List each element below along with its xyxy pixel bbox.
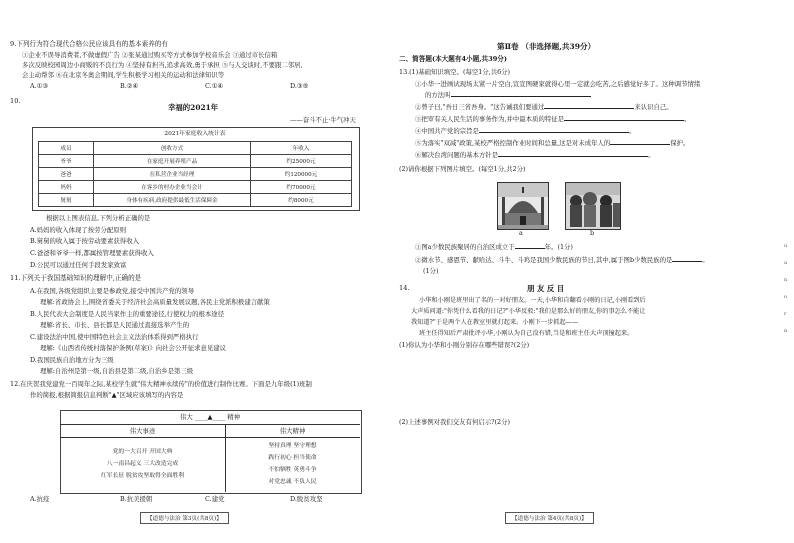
answer-blank[interactable]	[564, 120, 684, 121]
q12-option-c[interactable]: C.建党	[205, 495, 225, 503]
table-cell: 妈妈	[39, 181, 94, 194]
q13-item-4	[415, 127, 635, 136]
table-header-row	[39, 142, 352, 155]
answer-blank[interactable]	[479, 132, 629, 133]
table-header-cell: 年收入	[251, 142, 352, 155]
page-footer: 【道德与法治 第4页(共8页)】	[505, 512, 594, 524]
table-row	[39, 194, 352, 207]
margin-mark: n	[784, 328, 788, 334]
answer-blank[interactable]	[672, 261, 702, 262]
q9-option-c[interactable]: C.①④	[205, 82, 224, 90]
q12-spirit: 不怕牺牲 英勇斗争	[268, 467, 317, 473]
q13-item-text: 来认识自己。	[634, 103, 673, 111]
table-cell: 约8000元	[251, 194, 352, 207]
q13-fill-2	[415, 256, 709, 265]
q10-title: 幸福的2021年	[168, 103, 219, 112]
q13-item-2	[415, 103, 673, 112]
answer-blank[interactable]	[610, 144, 670, 145]
table-cell: 爷爷	[39, 155, 94, 168]
q14-story-line: 班主任得知后严肃批评小华,小刚认为自己没有错,当是和班主任大声顶撞起来。	[419, 330, 634, 337]
q11-reason: 理解:省政协会上,围绕省委关于经济社会高质量发展议题,各民主党派积极建言献策	[40, 298, 270, 306]
q10-option-c[interactable]: C.爸爸和爷爷一样,都属按管理要素获得收入	[30, 249, 154, 257]
q9-option-d[interactable]: D.③⑤	[290, 82, 309, 90]
q11-reason: 理解:省长、市长、县长都是人民通过直接选举产生的	[40, 321, 190, 329]
table-row	[39, 168, 352, 181]
table-cell: 在私营企业当经理	[94, 168, 251, 181]
q12-spirit: 坚持真理 坚守理想	[268, 443, 317, 449]
q13-item-text: ⑥解决台湾问题的基本方针是	[415, 151, 499, 159]
margin-mark: u	[784, 243, 788, 249]
q14-question-2: (2)上述事例对我们交友有何启示?(2分)	[399, 418, 510, 426]
table-row	[39, 181, 352, 194]
q12-stem-line2: 作的简报,根据简报信息判断"▲"区域应该填写的内容是	[30, 391, 184, 399]
q11-option-d[interactable]: D.我国民族自治地方分为三级	[30, 356, 114, 364]
q14-answer-area-1[interactable]	[399, 355, 779, 415]
q10-table-title: 2021年家庭收入统计表	[164, 131, 226, 137]
table-cell: 爸爸	[39, 168, 94, 181]
q14-answer-area-2[interactable]	[399, 432, 779, 502]
table-cell: 在客乡的村办企业当会计	[94, 181, 251, 194]
answer-blank[interactable]	[451, 96, 591, 97]
q10-option-b[interactable]: B.舅舅的收入属于按劳动要素获得收入	[30, 237, 139, 245]
q13-item-6	[415, 151, 654, 160]
q10-option-d[interactable]: D.公民可以通过任何手段发家致富	[30, 261, 127, 269]
q13-item-5	[415, 139, 689, 148]
page-4	[397, 0, 794, 543]
q13-item-3	[415, 115, 690, 124]
q13-item-1: ①小华一进画试现场太紧一片空白,宣宣图硬家就得心里一定就会吃苦,之后感觉好多了。这种调节情绪	[415, 80, 701, 88]
margin-mark: n	[784, 277, 788, 283]
q14-story-line: 我知道?"于是两个人在教室里就打起来。小刚下一步抓起——	[411, 319, 579, 326]
q9-line2: 多次反映校园周边小商贩的不良行为 ④坚持有担当,追求高效,勇于承担 ⑤与人交谈时,不要跟二邻居,	[22, 61, 303, 69]
table-header-cell: 创收方式	[94, 142, 251, 155]
q13-fill-2-score: (1分)	[423, 267, 439, 275]
table-cell: 约25000元	[251, 155, 352, 168]
q9-line3: 会主动帮邻 ⑥在北京冬奥会期间,学生积极学习相关的运动和法律知识等	[22, 71, 225, 79]
part-title: 第Ⅱ卷 （非选择题,共39分）	[497, 42, 596, 51]
q13-item-text: 的方法叫	[425, 91, 451, 99]
q13-fill-text: 年。(1分)	[544, 243, 573, 251]
q14-number: 14.	[399, 284, 410, 292]
q13-fill-1	[415, 243, 573, 252]
q9-option-b[interactable]: B.②④	[120, 82, 139, 90]
q11-option-b[interactable]: B.人民代表大会制度是人民当家作主的重要途径,行使权力的根本途径	[30, 310, 225, 318]
q9-line1: ①企业不误导消费者,不做虚假广告 ②张某通过购买等方式参加学校音乐会 ③通过市长信箱	[22, 51, 278, 59]
table-header-cell: 成员	[39, 142, 94, 155]
table-cell: 在家庭开展养殖产品	[94, 155, 251, 168]
q13-item-text: ③把审有关人民生活的事务作为,并中最本质的特征是	[415, 115, 565, 123]
q12-stem-line1: 12.在庆贺我党建党一百周年之际,某校学生就"伟大精神永续传"的价值进行制作比赛。下面是九年级(1)班制	[10, 380, 312, 388]
q10-option-a[interactable]: A.妈妈的收入体现了按劳分配原则	[30, 226, 127, 234]
q13-fill-text: ②微水节、感恩节、献哈达、斗牛、斗鸡是我国少数民族的节日,其中,属于图b少数民族的是	[415, 256, 673, 264]
q9-option-a[interactable]: A.①③	[30, 82, 49, 90]
q13-item-1-cont	[425, 91, 591, 100]
q13-item-text: 。	[628, 127, 636, 135]
table-row	[39, 155, 352, 168]
margin-mark: a	[784, 260, 787, 266]
q11-stem: 11.下列关于我国基础知识的理解中,正确的是	[10, 274, 142, 282]
q13-stem: 13.(1)基础知识填空。(每空1分,共6分)	[399, 68, 511, 76]
q11-reason: 理解:自治州是第一级,自治县是第二级,自治乡是第三级	[40, 367, 194, 375]
q14-question-1: (1)你认为小华和小刚分别存在哪些错误?(2分)	[399, 341, 530, 349]
answer-blank[interactable]	[544, 108, 634, 109]
margin-mark: o	[784, 294, 788, 300]
answer-blank[interactable]	[515, 248, 545, 249]
q13-item-text: ④中国共产党的宗旨是	[415, 127, 479, 135]
q13-part2-stem: (2)请你根据下列图片填空。(每空1分,共2分)	[399, 165, 526, 173]
q13-item-text: ②曾子曰,"吾日三省吾身。"这告诫我们要通过	[415, 103, 545, 111]
q14-story-line: 大声质问道:"你凭什么看我的日记?"小华反驳:"我们是那么好的朋友,你的事怎么不能让	[411, 308, 646, 315]
table-cell: 身体有疾病,政府提供最低生活保障金	[94, 194, 251, 207]
photo-a-caption: a	[519, 229, 523, 237]
q13-fill-text: 。	[702, 256, 709, 264]
q13-item-text: 。	[684, 115, 691, 123]
table-cell: 约70000元	[251, 181, 352, 194]
q12-option-a[interactable]: A.抗疫	[30, 495, 50, 503]
q13-item-text: 。	[648, 151, 655, 159]
page-footer: 【道德与法治 第3页(共8页)】	[140, 512, 229, 524]
q12-deeds-header: 伟大事迹	[129, 427, 156, 435]
q13-item-text: ⑤为落实"双减"政策,某校严格控制作业时间和总量,这是对未成年人的	[415, 139, 611, 147]
q14-title: 朋 友 反 目	[527, 284, 565, 293]
q12-spirit-header: 伟大精神	[279, 427, 306, 435]
q10-motto: ——奋斗不止·牛气冲天	[290, 116, 356, 124]
margin-mark: r	[784, 311, 787, 317]
q13-item-text: 保护。	[670, 139, 690, 147]
table-cell: 舅舅	[39, 194, 94, 207]
q10-ask: 根据以上图表信息,下列分析正确的是	[46, 214, 151, 222]
q12-spirit: 对党忠诚 不负人民	[268, 479, 317, 485]
q12-deed: 八一南昌起义 三大改造完成	[106, 461, 179, 467]
q13-fill-text: ①图a少数民族聚居的自治区成立于	[415, 243, 515, 251]
q11-option-c[interactable]: C.建设法治中国,使中国特色社会主义法治体系得到严格执行	[30, 333, 199, 341]
q10-income-table	[38, 141, 352, 207]
q12-deed: 红军长征 脱贫攻坚取得全面胜利	[101, 473, 184, 479]
q12-banner: 伟大 ____▲____ 精神	[179, 413, 241, 421]
ethnic-region-photo-a	[497, 182, 549, 230]
q10-number: 10.	[10, 97, 21, 105]
table-cell: 约120000元	[251, 168, 352, 181]
ethnic-festival-photo-b	[565, 182, 621, 230]
q11-reason: 理解:《山西省传统村落保护条例(草案)》向社会公开征求意见建议	[40, 344, 227, 352]
q11-option-a[interactable]: A.在我国,各级党组织主要是参政党,接受中国共产党的领导	[30, 287, 195, 295]
q9-stem: 9.下列行为符合现代合格公民应该具有的基本素养的有	[10, 40, 168, 48]
q14-story-line: 小华和小刚是班里出了名的一对好朋友。一天,小华和自翻看小刚的日记,小刚看到后	[419, 297, 646, 304]
q12-option-d[interactable]: D.脱贫攻坚	[290, 495, 323, 503]
q12-deed: 党的一大召开 开国大典	[112, 449, 173, 455]
section-title: 二、简答题(本大题有4小题,共39分)	[399, 55, 508, 63]
photo-b-caption: b	[590, 229, 595, 237]
q12-option-b[interactable]: B.抗美援朝	[120, 495, 153, 503]
q12-spirit: 践行初心 担当使命	[268, 455, 317, 461]
answer-blank[interactable]	[498, 156, 648, 157]
